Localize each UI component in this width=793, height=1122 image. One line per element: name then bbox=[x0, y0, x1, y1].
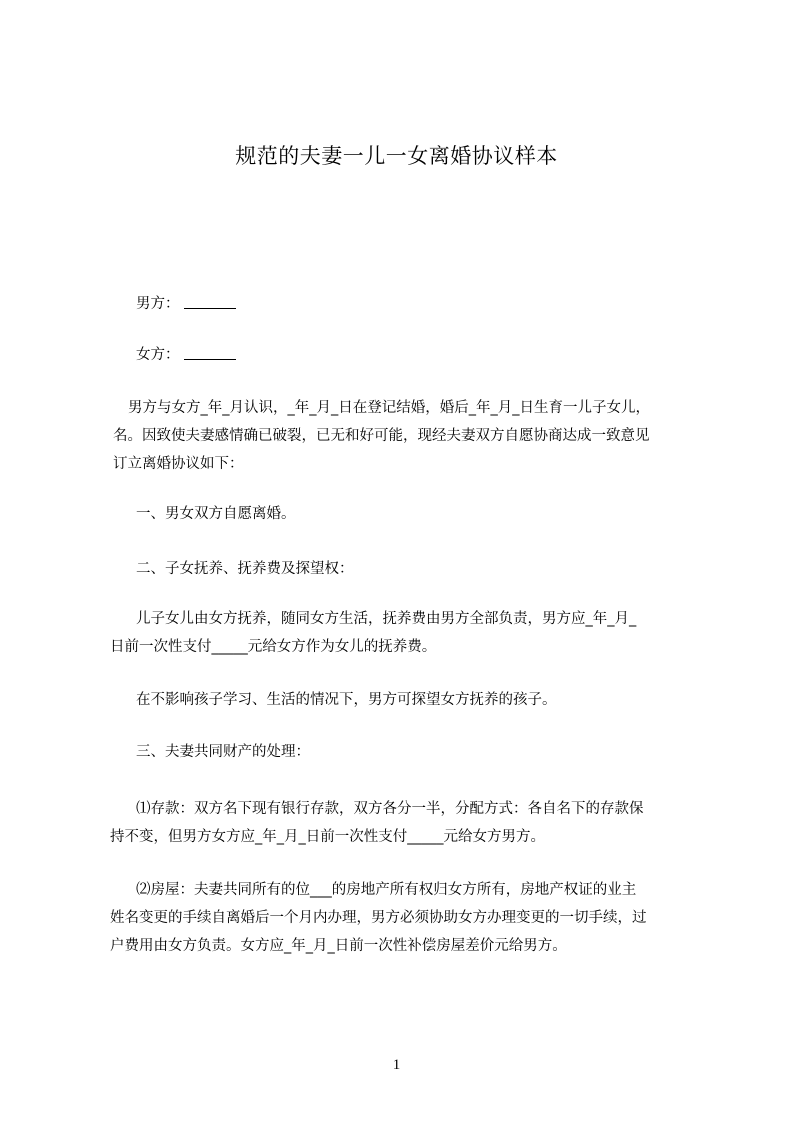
paragraph-line: 订立离婚协议如下： bbox=[113, 456, 244, 472]
party-female-label: 女方： bbox=[136, 347, 180, 363]
paragraph-line: 户费用由女方负责。女方应_年_月_日前一次性补偿房屋差价元给男方。 bbox=[110, 938, 567, 954]
party-male-label: 男方： bbox=[136, 296, 180, 312]
paragraph-line: ⑵房屋：夫妻共同所有的位___的房地产所有权归女方所有，房地产权证的业主 bbox=[136, 882, 637, 898]
intro-paragraph bbox=[110, 394, 710, 478]
deposit-paragraph bbox=[110, 795, 710, 851]
custody-paragraph bbox=[110, 605, 710, 661]
party-female-field bbox=[110, 341, 710, 369]
paragraph-line: ⑴存款：双方名下现有银行存款，双方各分一半，分配方式：各自名下的存款保 bbox=[136, 801, 644, 817]
page-number: 1 bbox=[392, 1057, 401, 1073]
paragraph-line: 持不变，但男方女方应_年_月_日前一次性支付_____元给女方男方。 bbox=[110, 829, 545, 845]
section-2-heading: 二、子女抚养、抚养费及探望权： bbox=[136, 561, 354, 577]
party-male-blank bbox=[184, 294, 236, 309]
section-1-heading: 一、男女双方自愿离婚。 bbox=[136, 506, 296, 522]
visitation-paragraph: 在不影响孩子学习、生活的情况下，男方可探望女方抚养的孩子。 bbox=[136, 692, 557, 708]
party-female-blank bbox=[184, 345, 236, 360]
party-male-field bbox=[110, 290, 710, 318]
paragraph-line: 男方与女方_年_月认识，_年_月_日在登记结婚，婚后_年_月_日生育一儿子女儿， bbox=[128, 400, 650, 416]
paragraph-line: 名。因致使夫妻感情确已破裂，已无和好可能，现经夫妻双方自愿协商达成一致意见 bbox=[113, 428, 650, 444]
paragraph-line: 儿子女儿由女方抚养，随同女方生活，抚养费由男方全部负责，男方应_年_月_ bbox=[136, 611, 637, 627]
property-paragraph bbox=[110, 876, 710, 960]
section-3-heading: 三、夫妻共同财产的处理： bbox=[136, 744, 310, 760]
document-title: 规范的夫妻一儿一女离婚协议样本 bbox=[235, 144, 558, 168]
paragraph-line: 姓名变更的手续自离婚后一个月内办理，男方必须协助女方办理变更的一切手续，过 bbox=[110, 910, 647, 926]
paragraph-line: 日前一次性支付_____元给女方作为女儿的抚养费。 bbox=[110, 639, 437, 655]
